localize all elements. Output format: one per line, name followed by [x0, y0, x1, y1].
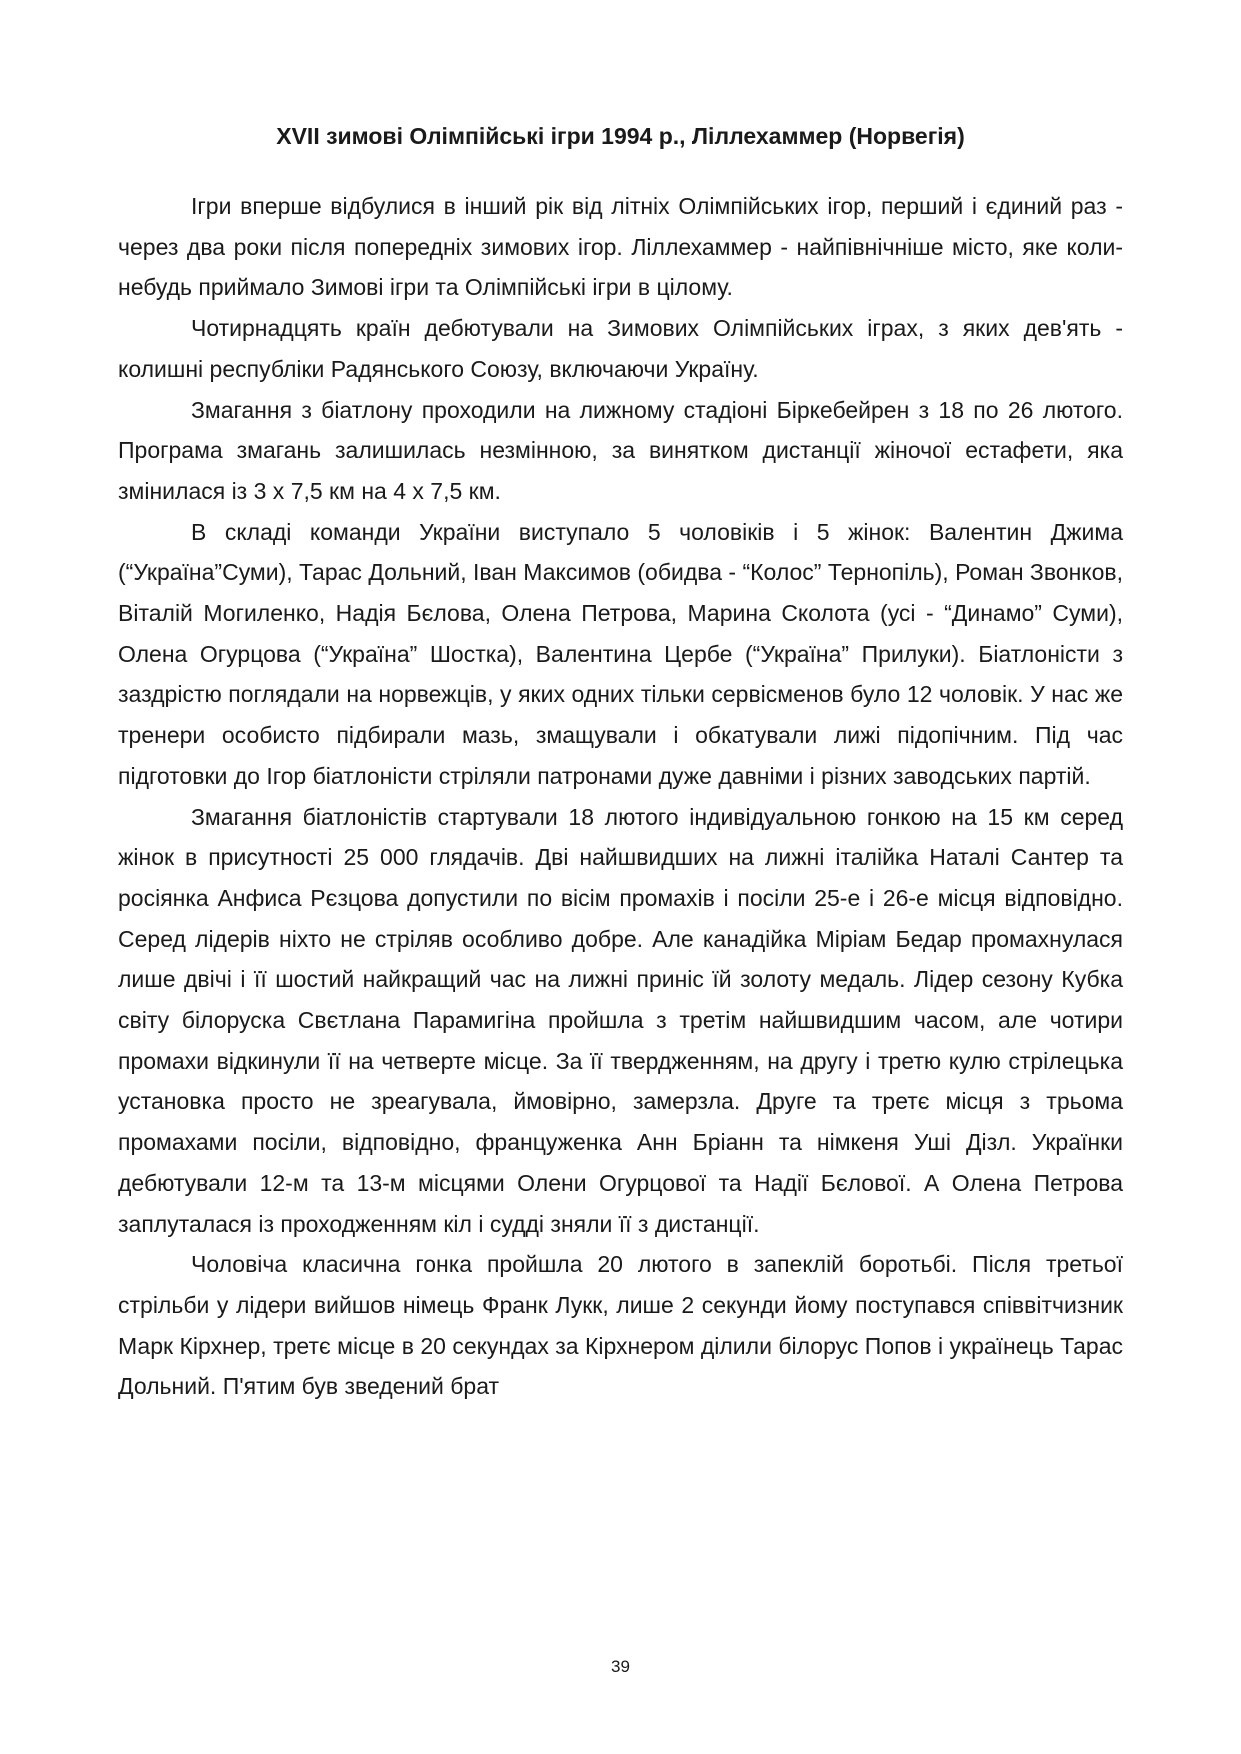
paragraph-4: В складі команди України виступало 5 чоловіків і 5 жінок: Валентин Джима (“Україна”Суми), Тарас Дольний, Іван Максимов (обидва - “Колос” Тернопіль), Роман Звонков, Віталій Могиленко, Надія Бєлова, Олена Петрова, Марина Сколота (усі - “Динамо” Суми), Олена Огурцова (“Україна” Шостка), Валентина Цербе (“Україна” Прилуки). Біатлоністи з заздрістю поглядали на норвежців, у яких одних тільки сервісменов було 12 чоловік. У нас же тренери особисто підбирали мазь, змащували і обкатували лижі підопічним. Під час підготовки до Ігор біатлоністи стріляли патронами дуже давніми і різних заводських партій.: [118, 518, 1123, 789]
paragraph-3: Змагання з біатлону проходили на лижному стадіоні Біркебейрен з 18 по 26 лютого. Програма змагань залишилась незмінною, за винятком дистанції жіночої естафети, яка змінилася із 3 х 7,5 км на 4 х 7,5 км.: [118, 396, 1123, 504]
page-title: XVII зимові Олімпійські ігри 1994 р., Ліллехаммер (Норвегія): [276, 123, 965, 149]
paragraph-5: Змагання біатлоністів стартували 18 лютого індивідуальною гонкою на 15 км серед жінок в присутності 25 000 глядачів. Дві найшвидших на лижні італійка Наталі Сантер та росіянка Анфиса Рєзцова допустили по вісім промахів і посіли 25-е і 26-е місця відповідно. Серед лідерів ніхто не стріляв особливо добре. Але канадійка Міріам Бедар промахнулася лише двічі і її шостий найкращий час на лижні приніс їй золоту медаль. Лідер сезону Кубка світу білоруска Свєтлана Парамигіна пройшла з третім найшвидшим часом, але чотири промахи відкинули її на четверте місце. За її твердженням, на другу і третю кулю стрілецька установка просто не зреагувала, ймовірно, замерзла. Друге та третє місця з трьома промахами посіли, відповідно, француженка Анн Бріанн та німкеня Уші Дізл. Українки дебютували 12-м та 13-м місцями Олени Огурцової та Надії Бєлової. А Олена Петрова заплуталася із проходженням кіл і судді зняли її з дистанції.: [118, 803, 1123, 1237]
paragraph-2: Чотирнадцять країн дебютували на Зимових Олімпійських іграх, з яких дев'ять - колишні республіки Радянського Союзу, включаючи Україну.: [118, 315, 1123, 382]
paragraph-1: Ігри вперше відбулися в інший рік від літніх Олімпійських ігор, перший і єдиний раз - через два роки після попередніх зимових ігор. Ліллехаммер - найпівнічніше місто, яке коли-небудь приймало Зимові ігри та Олімпійські ігри в цілому.: [118, 193, 1123, 301]
page-number: 39: [611, 1657, 630, 1676]
body-text: [118, 186, 1123, 1407]
paragraph-6: Чоловіча класична гонка пройшла 20 лютого в запеклій боротьбі. Після третьої стрільби у лідери вийшов німець Франк Лукк, лише 2 секунди йому поступався співвітчизник Марк Кірхнер, третє місце в 20 секундах за Кірхнером ділили білорус Попов і українець Тарас Дольний. П'ятим був зведений брат: [118, 1251, 1123, 1400]
